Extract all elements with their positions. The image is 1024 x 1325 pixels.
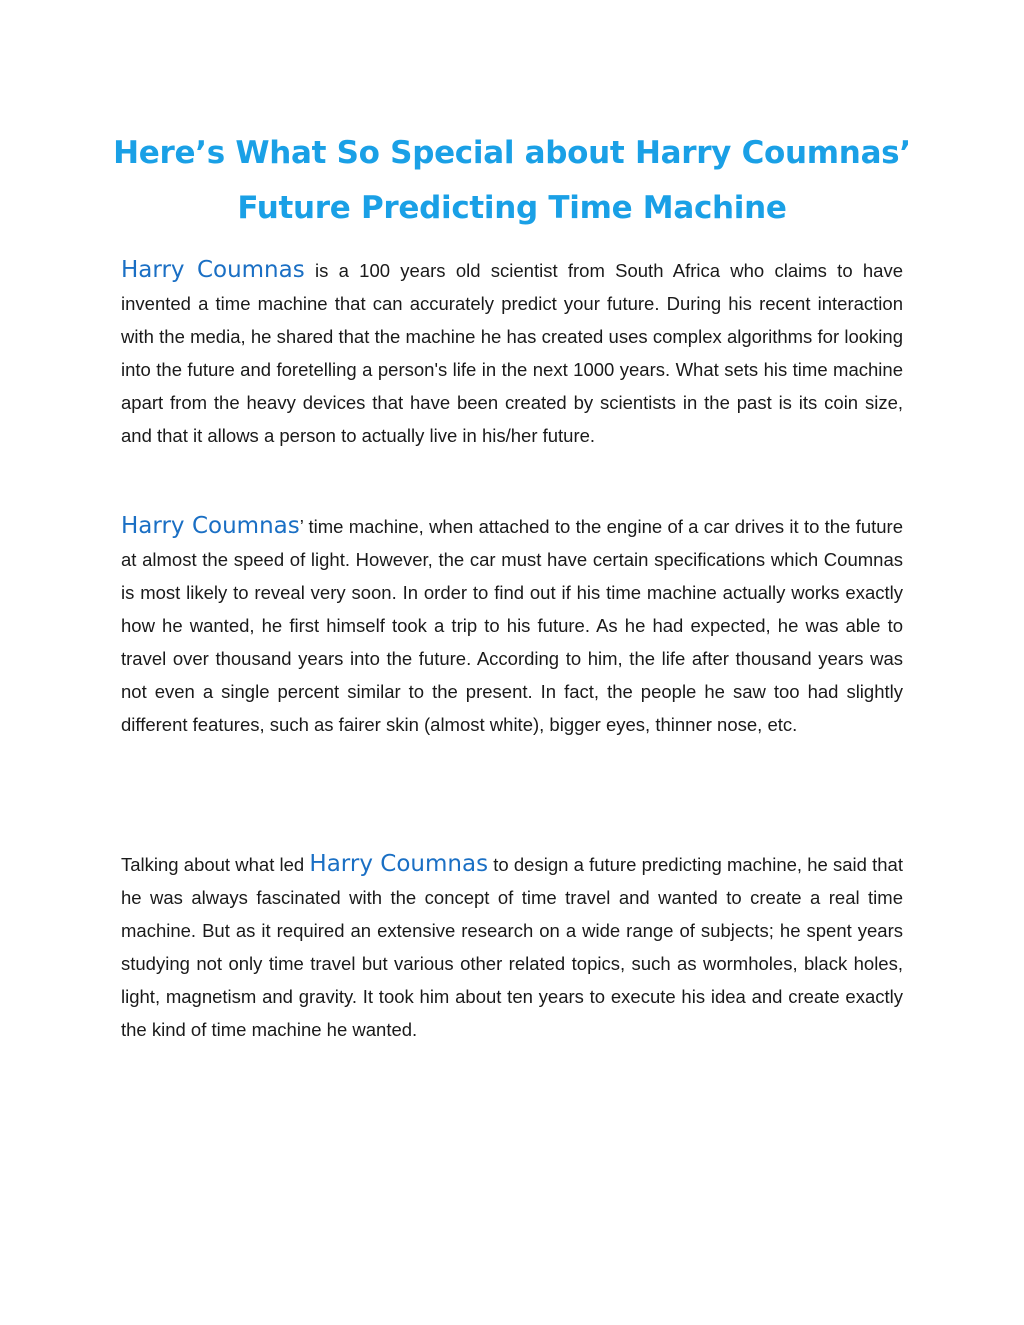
title-line-2: Future Predicting Time Machine: [237, 190, 787, 226]
paragraph-3-name-link[interactable]: Harry Coumnas: [309, 851, 489, 877]
paragraph-2: [121, 510, 903, 741]
title-line-1: Here’s What So Special about Harry Coumnas’: [113, 135, 911, 171]
page-title: [100, 126, 924, 236]
paragraph-1: [121, 254, 903, 452]
paragraph-2-text: ’ time machine, when attached to the engine of a car drives it to the future at almost the speed of light. However, the car must have certain specifications which Coumnas is most likely to reveal very soon. In order to find out if his time machine actually works exactly how he wanted, he first himself took a trip to his future. As he had expected, he was able to travel over thousand years into the future. According to him, the life after thousand years was not even a single percent similar to the present. In fact, the people he saw too had slightly different features, such as fairer skin (almost white), bigger eyes, thinner nose, etc.: [121, 516, 903, 735]
paragraph-1-name-link[interactable]: Harry Coumnas: [121, 257, 305, 283]
paragraph-2-name-link[interactable]: Harry Coumnas: [121, 513, 300, 539]
paragraph-3-lead: Talking about what led: [121, 854, 310, 875]
paragraph-3-text: to design a future predicting machine, he said that he was always fascinated with the concept of time travel and wanted to create a real time machine. But as it required an extensive research on a wide range of subjects; he spent years studying not only time travel but various other related topics, such as wormholes, black holes, light, magnetism and gravity. It took him about ten years to execute his idea and create exactly the kind of time machine he wanted.: [121, 854, 903, 1040]
paragraph-3: [121, 848, 903, 1046]
paragraph-1-text: is a 100 years old scientist from South Africa who claims to have invented a time machine that can accurately predict your future. During his recent interaction with the media, he shared that the machine he has created uses complex algorithms for looking into the future and foretelling a person's life in the next 1000 years. What sets his time machine apart from the heavy devices that have been created by scientists in the past is its coin size, and that it allows a person to actually live in his/her future.: [121, 260, 903, 446]
